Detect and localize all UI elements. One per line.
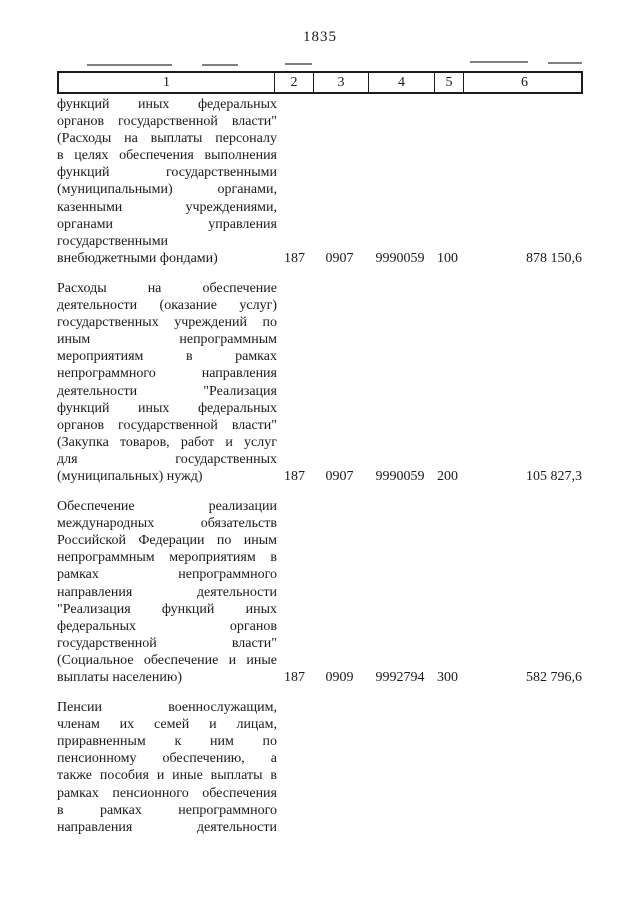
cell-expense-type-code: 300 xyxy=(437,670,458,685)
text-line: функций государственными xyxy=(57,165,277,181)
row-text xyxy=(57,498,277,686)
text-line: (Расходы на выплаты персоналу xyxy=(57,131,277,147)
text-line: государственных учреждений по xyxy=(57,315,277,331)
text-line: казенными учреждениями, xyxy=(57,199,277,215)
cell-amount: 878 150,6 xyxy=(526,250,582,266)
table-row xyxy=(57,96,583,267)
cell-section-code: 0909 xyxy=(325,670,354,685)
cell-ministry-code: 187 xyxy=(284,250,305,266)
text-line: (муниципальными) органами, xyxy=(57,182,277,198)
text-line: органов государственной власти" xyxy=(57,114,277,130)
cell-ministry-code: 187 xyxy=(284,670,305,685)
text-line: рамках непрограммного xyxy=(57,567,277,583)
text-line: функций иных федеральных xyxy=(57,97,277,112)
text-line: выплаты населению) xyxy=(57,670,182,685)
scan-artifact xyxy=(87,64,172,66)
cell-target-article-code: 9990059 xyxy=(375,468,425,484)
text-line: внебюджетными фондами) xyxy=(57,250,218,266)
text-line: рамках пенсионного обеспечения xyxy=(57,785,277,801)
text-line: в рамках непрограммного xyxy=(57,802,277,818)
col-header-5: 5 xyxy=(435,73,464,92)
text-line: государственной власти" xyxy=(57,635,277,651)
table-body xyxy=(57,96,583,836)
text-line: непрограммным мероприятиям в xyxy=(57,550,277,566)
text-line: пенсионному обеспечению, а xyxy=(57,751,277,767)
cell-section-code: 0907 xyxy=(325,468,354,484)
text-line: Российской Федерации по иным xyxy=(57,533,277,549)
text-line: иным непрограммным xyxy=(57,332,277,348)
text-line: федеральных органов xyxy=(57,618,277,634)
cell-expense-type-code: 200 xyxy=(437,468,458,484)
text-line: направления деятельности xyxy=(57,584,277,600)
text-line: непрограммного направления xyxy=(57,366,277,382)
cell-section-code: 0907 xyxy=(325,250,354,266)
row-text xyxy=(57,96,277,267)
text-line: приравненным к ним по xyxy=(57,734,277,750)
cell-target-article-code: 9990059 xyxy=(375,250,425,266)
cell-expense-type-code: 100 xyxy=(437,250,458,266)
text-line: направления деятельности xyxy=(57,819,277,835)
table-header-row xyxy=(57,71,583,94)
text-line: также пособия и иные выплаты в xyxy=(57,768,277,784)
text-line: международных обязательств xyxy=(57,516,277,532)
text-line: для государственных xyxy=(57,451,277,467)
budget-table xyxy=(57,71,583,849)
page-number: 1835 xyxy=(303,29,337,45)
text-line: деятельности (оказание услуг) xyxy=(57,298,277,314)
text-line: мероприятиям в рамках xyxy=(57,349,277,365)
text-line: функций иных федеральных xyxy=(57,400,277,416)
text-line: деятельности "Реализация xyxy=(57,383,277,399)
scan-artifact xyxy=(285,63,312,65)
text-line: (Социальное обеспечение и иные xyxy=(57,652,277,668)
cell-ministry-code: 187 xyxy=(284,468,305,484)
col-header-3: 3 xyxy=(314,73,369,92)
col-header-2: 2 xyxy=(275,73,314,92)
row-text xyxy=(57,699,277,836)
table-row xyxy=(57,699,583,836)
table-row xyxy=(57,280,583,485)
text-line: государственными xyxy=(57,233,169,249)
row-text xyxy=(57,280,277,485)
scan-artifact xyxy=(202,64,238,66)
text-line: (муниципальных) нужд) xyxy=(57,468,203,484)
text-line: Пенсии военнослужащим, xyxy=(57,700,277,716)
col-header-4: 4 xyxy=(369,73,435,92)
text-line: членам их семей и лицам, xyxy=(57,717,277,733)
col-header-1: 1 xyxy=(59,73,275,92)
col-header-6: 6 xyxy=(521,75,528,90)
table-row xyxy=(57,498,583,686)
text-line: Обеспечение реализации xyxy=(57,499,277,515)
scan-artifact xyxy=(548,62,582,64)
cell-target-article-code: 9992794 xyxy=(375,670,425,685)
text-line: органов государственной власти" xyxy=(57,417,277,433)
scan-artifact xyxy=(470,61,528,63)
text-line: Расходы на обеспечение xyxy=(57,280,277,296)
text-line: (Закупка товаров, работ и услуг xyxy=(57,434,277,450)
text-line: в целях обеспечения выполнения xyxy=(57,148,277,164)
cell-amount: 582 796,6 xyxy=(526,670,582,685)
text-line: органами управления xyxy=(57,216,277,232)
cell-amount: 105 827,3 xyxy=(526,468,582,484)
text-line: "Реализация функций иных xyxy=(57,601,277,617)
